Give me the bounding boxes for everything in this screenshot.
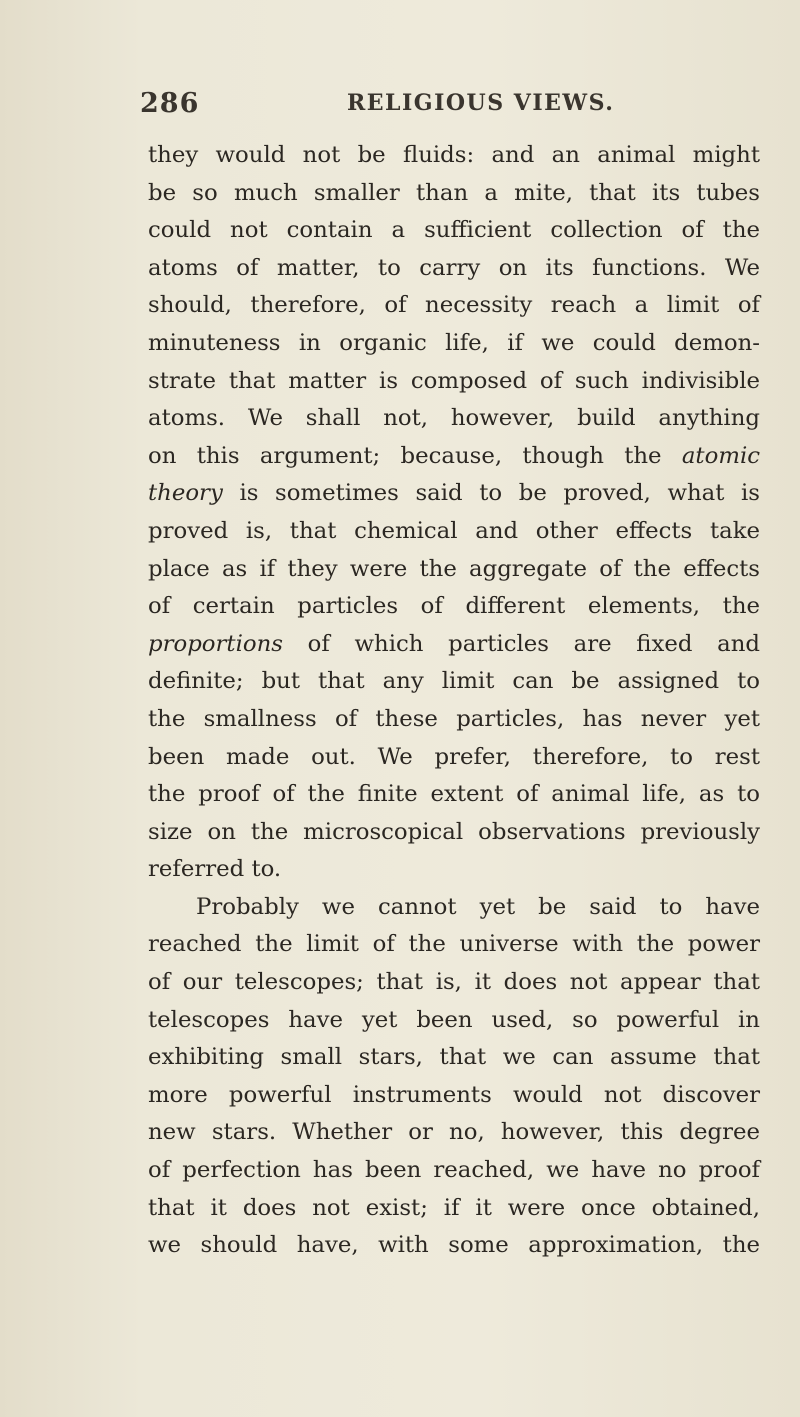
text-segment: on this argument; because, though the xyxy=(148,442,682,469)
text-segment: strate that matter is composed of such indivisible xyxy=(148,367,760,394)
text-line xyxy=(148,1114,760,1152)
text-segment: we should have, with some approximation, the xyxy=(148,1232,760,1259)
text-line xyxy=(148,1077,760,1115)
text-line xyxy=(148,663,760,701)
text-segment: exhibiting small stars, that we can assume that xyxy=(148,1044,760,1071)
text-line xyxy=(148,1002,760,1040)
text-line xyxy=(148,551,760,589)
text-line xyxy=(148,701,760,739)
text-line xyxy=(148,363,760,401)
text-segment: Probably we cannot yet be said to have xyxy=(196,893,760,920)
body-text xyxy=(148,137,760,1265)
text-segment: referred to. xyxy=(148,856,282,883)
text-segment: atoms. We shall not, however, build anything xyxy=(148,405,760,432)
text-line xyxy=(148,926,760,964)
text-line xyxy=(148,212,760,250)
text-segment: be so much smaller than a mite, that its tubes xyxy=(148,179,760,206)
text-segment: the proof of the finite extent of animal life, as to xyxy=(148,781,760,808)
text-line xyxy=(148,325,760,363)
text-segment: of our telescopes; that is, it does not appear that xyxy=(148,969,760,996)
text-segment: is sometimes said to be proved, what is xyxy=(222,480,760,507)
text-line xyxy=(148,287,760,325)
text-line xyxy=(148,1190,760,1228)
text-segment: the smallness of these particles, has never yet xyxy=(148,705,760,732)
text-segment: telescopes have yet been used, so powerful in xyxy=(148,1006,760,1033)
text-line xyxy=(148,175,760,213)
text-segment: of perfection has been reached, we have no proof xyxy=(148,1157,760,1184)
text-line xyxy=(148,964,760,1002)
text-segment: of which particles are fixed and xyxy=(283,630,760,657)
text-segment: reached the limit of the universe with the power xyxy=(148,931,760,958)
italic-text: theory xyxy=(148,480,223,507)
text-segment: place as if they were the aggregate of the effects xyxy=(148,555,760,582)
running-title: RELIGIOUS VIEWS. xyxy=(347,90,615,116)
text-line xyxy=(148,1152,760,1190)
text-line xyxy=(148,626,760,664)
text-segment: been made out. We prefer, therefore, to rest xyxy=(148,743,760,770)
text-line xyxy=(148,814,760,852)
text-line xyxy=(148,137,760,175)
running-head xyxy=(140,88,760,124)
text-line xyxy=(148,588,760,626)
text-segment: should, therefore, of necessity reach a limit of xyxy=(148,292,760,319)
text-line xyxy=(148,739,760,777)
italic-text: proportions xyxy=(148,630,283,657)
text-segment: could not contain a sufficient collection of the xyxy=(148,217,760,244)
text-segment: new stars. Whether or no, however, this degree xyxy=(148,1119,760,1146)
text-line xyxy=(148,438,760,476)
text-line xyxy=(148,513,760,551)
text-line xyxy=(148,851,760,889)
text-line xyxy=(148,400,760,438)
page-number: 286 xyxy=(140,88,200,119)
text-line xyxy=(148,250,760,288)
text-line xyxy=(148,889,760,927)
text-segment: definite; but that any limit can be assigned to xyxy=(148,668,760,695)
text-segment: proved is, that chemical and other effects take xyxy=(148,517,760,544)
text-segment: of certain particles of different elements, the xyxy=(148,593,760,620)
text-line xyxy=(148,1039,760,1077)
text-segment: minuteness in organic life, if we could demon- xyxy=(148,329,760,356)
text-segment: size on the microscopical observations previously xyxy=(148,818,760,845)
text-line xyxy=(148,776,760,814)
text-line xyxy=(148,475,760,513)
text-segment: more powerful instruments would not discover xyxy=(148,1081,760,1108)
text-segment: that it does not exist; if it were once obtained, xyxy=(148,1194,760,1221)
text-segment: they would not be fluids: and an animal might xyxy=(148,142,760,168)
text-segment: atoms of matter, to carry on its functions. We xyxy=(148,254,760,281)
italic-text: atomic xyxy=(681,442,760,469)
text-line xyxy=(148,1227,760,1265)
